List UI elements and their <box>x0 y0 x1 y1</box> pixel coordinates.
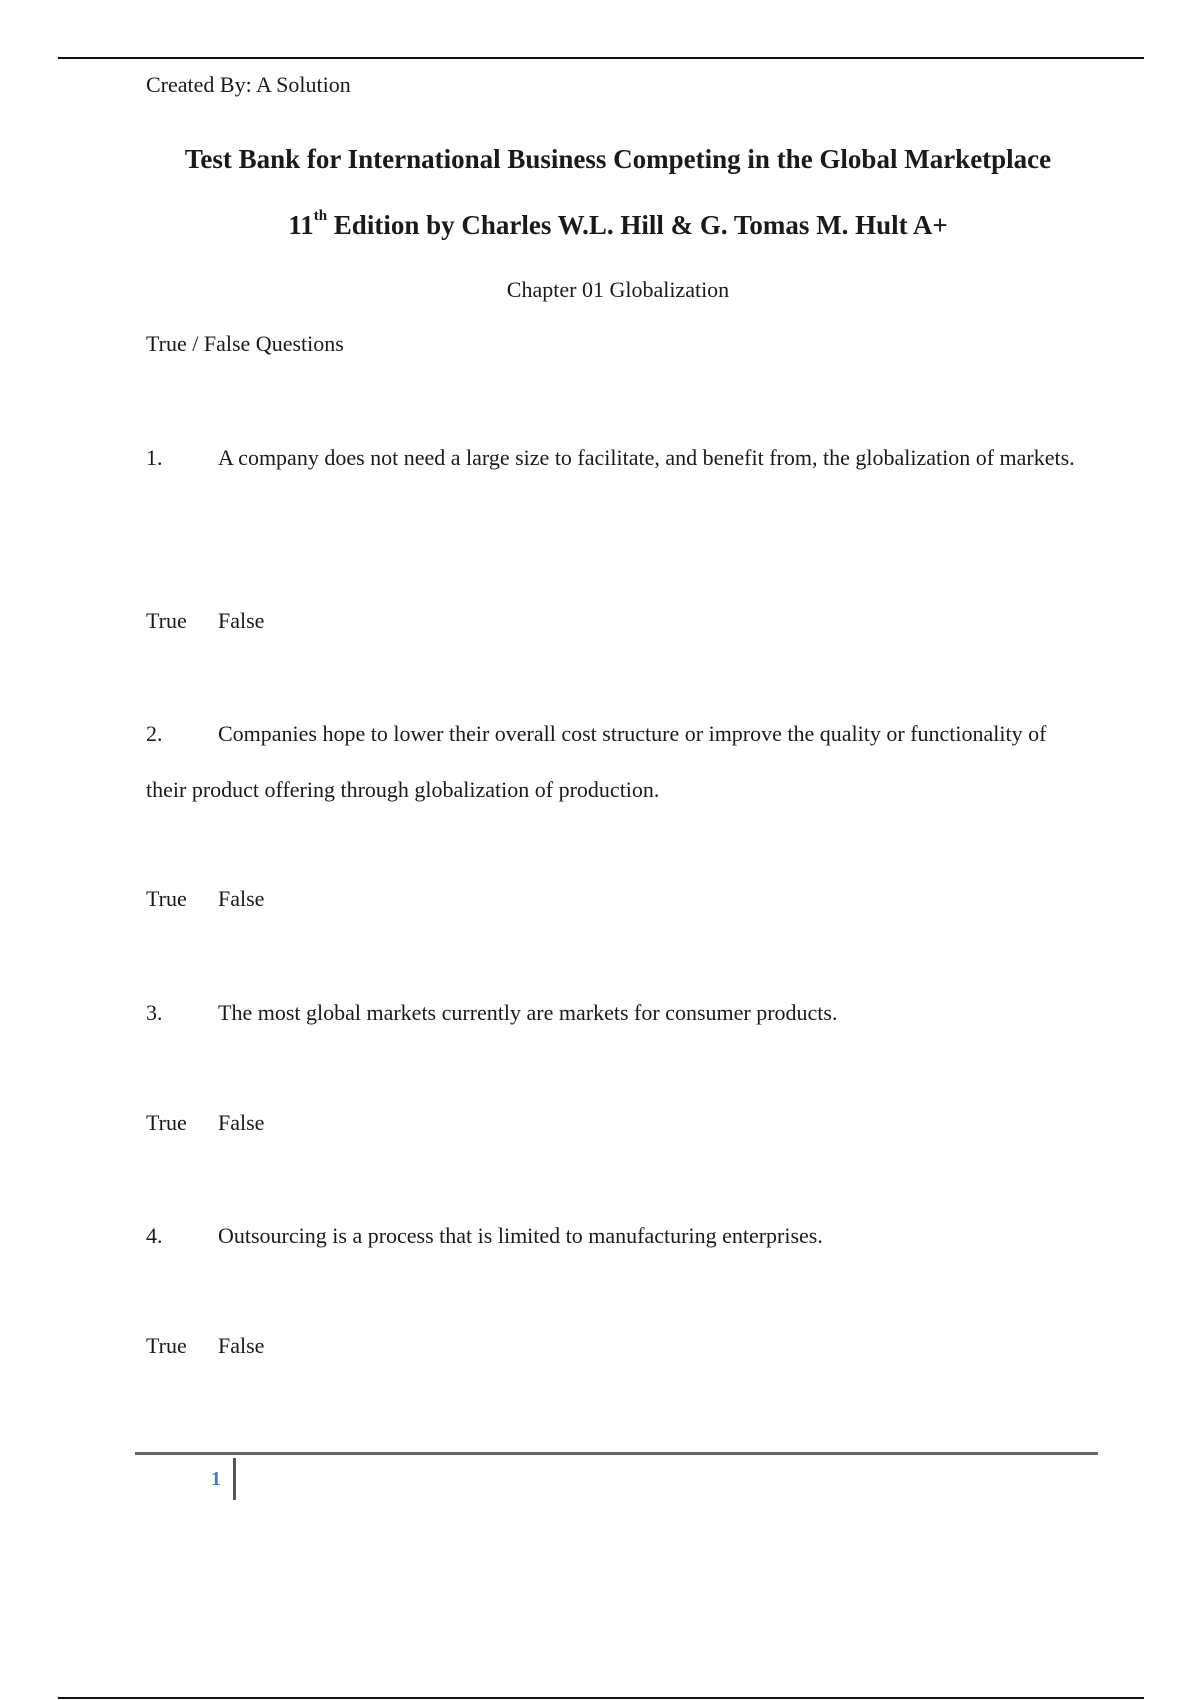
question-number: 2. <box>146 721 163 746</box>
answer-options-1 <box>146 608 264 634</box>
page-number: 1 <box>211 1468 221 1490</box>
top-rule <box>58 57 1144 59</box>
option-false: False <box>218 608 265 633</box>
question-number: 1. <box>146 445 163 470</box>
answer-options-4 <box>146 1333 264 1359</box>
edition-number: 11 <box>288 210 314 240</box>
question-3 <box>146 985 1086 1041</box>
option-false: False <box>218 1333 265 1358</box>
question-text: Companies hope to lower their overall cost structure or improve the quality or functionality of their product offering through globalization of production. <box>146 721 1047 802</box>
document-title-line2 <box>0 210 1200 241</box>
created-by-text: Created By: A Solution <box>146 72 351 97</box>
option-true: True <box>146 886 187 911</box>
question-4 <box>146 1208 1086 1264</box>
question-text: The most global markets currently are markets for consumer products. <box>218 1000 838 1025</box>
chapter-heading: Chapter 01 Globalization <box>506 277 730 302</box>
question-number: 4. <box>146 1223 163 1248</box>
question-2 <box>146 706 1086 818</box>
question-text: Outsourcing is a process that is limited to manufacturing enterprises. <box>218 1223 823 1248</box>
question-text: A company does not need a large size to facilitate, and benefit from, the globalization of markets. <box>218 445 1075 470</box>
answer-options-2 <box>146 886 264 912</box>
option-true: True <box>146 1333 187 1358</box>
question-1 <box>146 430 1086 486</box>
section-heading: True / False Questions <box>146 331 344 356</box>
option-true: True <box>146 608 187 633</box>
question-number: 3. <box>146 1000 163 1025</box>
option-false: False <box>218 1110 265 1135</box>
answer-options-3 <box>146 1110 264 1136</box>
document-title-line1: Test Bank for International Business Competing in the Global Marketplace <box>184 144 1052 174</box>
page-number-divider <box>233 1458 236 1500</box>
option-false: False <box>218 886 265 911</box>
edition-authors: Edition by Charles W.L. Hill & G. Tomas M. Hult A+ <box>327 210 948 240</box>
option-true: True <box>146 1110 187 1135</box>
edition-suffix: th <box>313 208 328 224</box>
bottom-rule <box>58 1697 1144 1699</box>
footer-rule <box>135 1452 1098 1455</box>
